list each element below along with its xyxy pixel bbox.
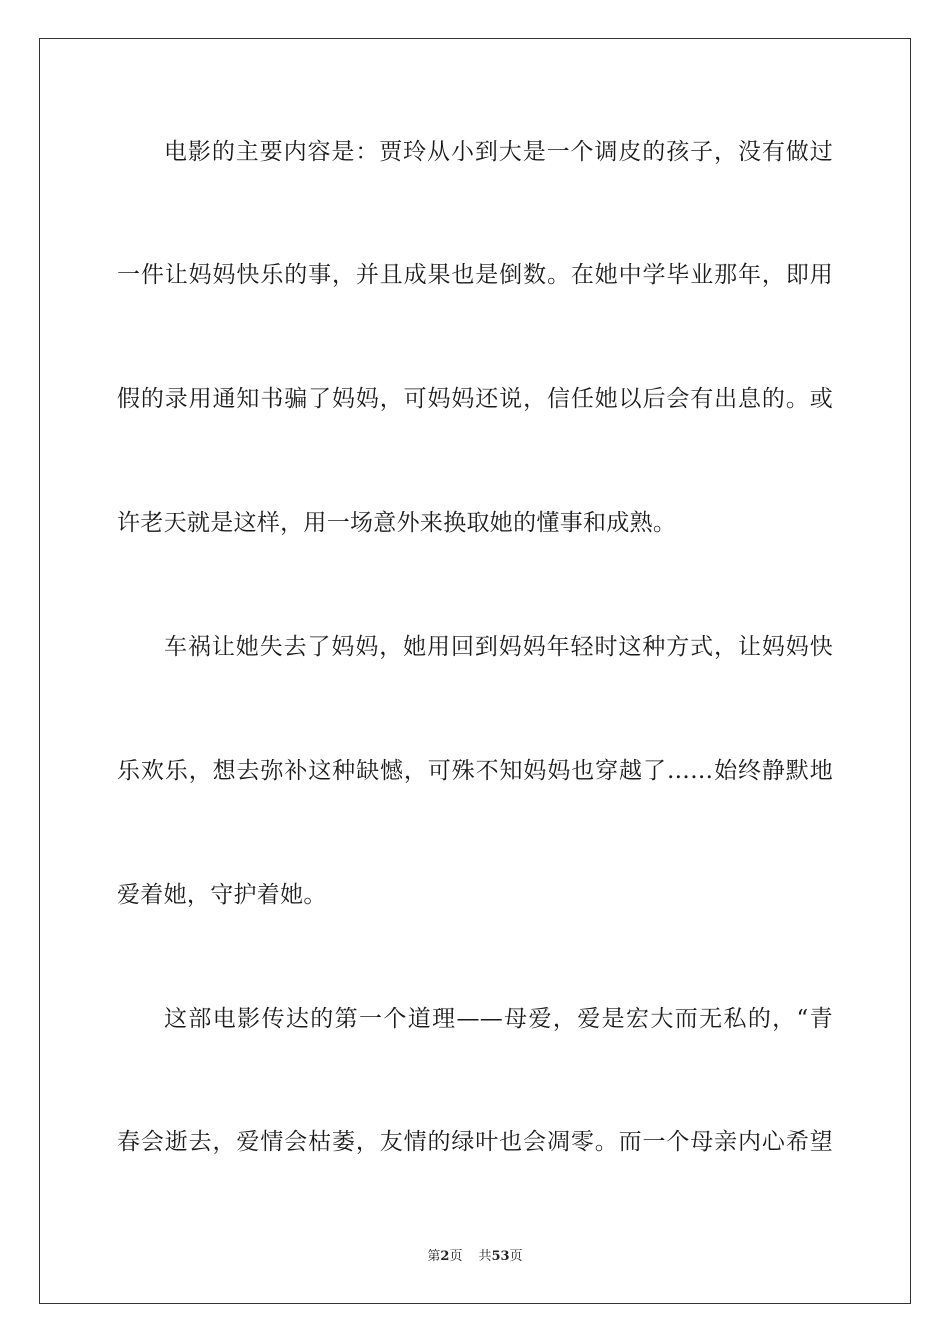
page-prefix: 第 — [427, 1249, 441, 1264]
page-number: 2 — [440, 1249, 450, 1264]
paragraph-3-line-1: 这部电影传达的第一个道理——母爱，爱是宏大而无私的，“青 — [164, 1006, 833, 1032]
paragraph-1-line-3: 假的录用通知书骗了妈妈，可妈妈还说，信任她以后会有出息的。或 — [117, 386, 833, 412]
page-suffix: 页 — [449, 1249, 463, 1264]
total-pages: 53 — [491, 1249, 510, 1264]
total-suffix: 页 — [509, 1249, 523, 1264]
paragraph-3-line-2: 春会逝去，爱情会枯萎，友情的绿叶也会凋零。而一个母亲内心希望 — [117, 1129, 833, 1155]
paragraph-1-line-1: 电影的主要内容是：贾玲从小到大是一个调皮的孩子，没有做过 — [164, 139, 833, 165]
paragraph-1-line-4: 许老天就是这样，用一场意外来换取她的懂事和成熟。 — [117, 510, 677, 536]
paragraph-2-line-3: 爱着她，守护着她。 — [117, 882, 327, 908]
paragraph-2-line-1: 车祸让她失去了妈妈，她用回到妈妈年轻时这种方式，让妈妈快 — [164, 634, 833, 660]
paragraph-2-line-2: 乐欢乐，想去弥补这种缺憾，可殊不知妈妈也穿越了……始终静默地 — [117, 758, 833, 784]
total-prefix: 共 — [478, 1249, 492, 1264]
paragraph-1-line-2: 一件让妈妈快乐的事，并且成果也是倒数。在她中学毕业那年，即用 — [117, 262, 833, 288]
page-border — [39, 38, 911, 1304]
page-footer — [0, 1248, 950, 1266]
